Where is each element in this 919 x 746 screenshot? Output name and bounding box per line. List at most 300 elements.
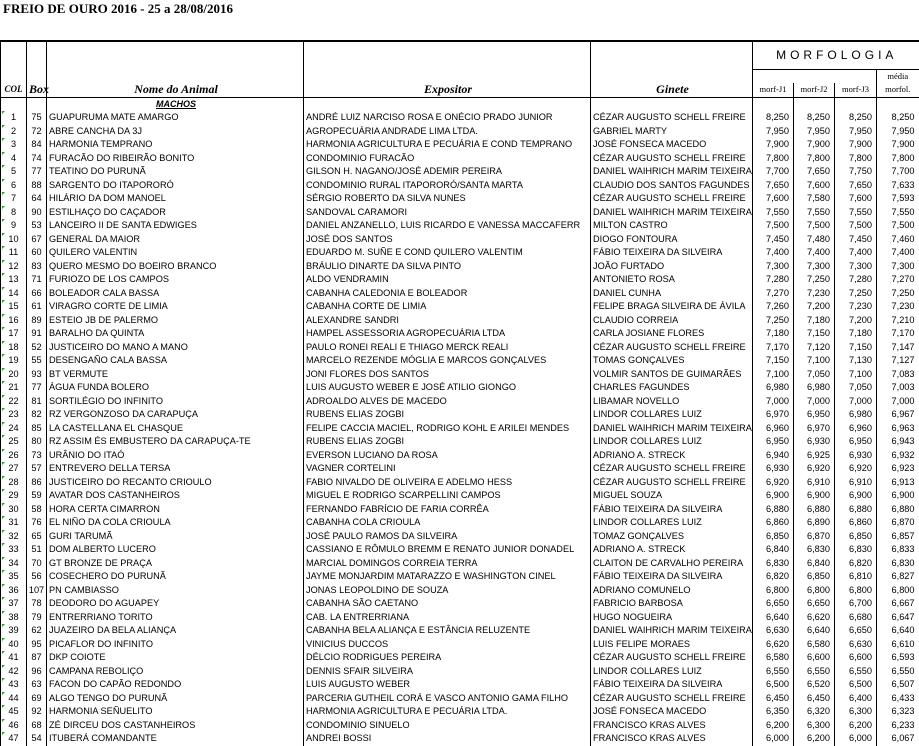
table-row xyxy=(1,381,919,395)
score-j3: 6,300 xyxy=(835,705,877,719)
box-header: Box xyxy=(27,83,47,97)
expositor-name: PAULO RONEI REALI E THIAGO MERCK REALI xyxy=(304,341,591,355)
score-j2: 7,120 xyxy=(794,341,835,355)
animal-name: HILÁRIO DA DOM MANOEL xyxy=(47,192,304,206)
score-media: 6,900 xyxy=(877,489,919,503)
score-j2: 6,640 xyxy=(794,624,835,638)
score-j3: 8,250 xyxy=(835,111,877,125)
score-media: 7,127 xyxy=(877,354,919,368)
animal-name: HARMONIA TEMPRANO xyxy=(47,138,304,152)
score-media: 7,460 xyxy=(877,233,919,247)
col-number: 32 xyxy=(1,530,27,544)
animal-name: GENERAL DA MAIOR xyxy=(47,233,304,247)
col-number: 44 xyxy=(1,692,27,706)
score-j3: 6,960 xyxy=(835,422,877,436)
j1-header: morf-J1 xyxy=(753,83,794,97)
col-number: 38 xyxy=(1,611,27,625)
score-media: 7,147 xyxy=(877,341,919,355)
score-j2: 8,250 xyxy=(794,111,835,125)
expositor-name: CONDOMINIO RURAL ITAPORORÓ/SANTA MARTA xyxy=(304,179,591,193)
table-row xyxy=(1,165,919,179)
expositor-name: PARCERIA GUTHEIL CORÁ E VASCO ANTONIO GAMA FILHO xyxy=(304,692,591,706)
score-media: 7,230 xyxy=(877,300,919,314)
expositor-name: FELIPE CACCIA MACIEL, RODRIGO KOHL E ARILEI MENDES xyxy=(304,422,591,436)
ginete-name: DIOGO FONTOURA xyxy=(591,233,753,247)
score-media: 7,900 xyxy=(877,138,919,152)
ginete-name: FÁBIO TEIXEIRA DA SILVEIRA xyxy=(591,246,753,260)
expositor-name: CABANHA BELA ALIANÇA E ESTÂNCIA RELUZENTE xyxy=(304,624,591,638)
score-j3: 7,000 xyxy=(835,395,877,409)
score-j3: 6,680 xyxy=(835,611,877,625)
expositor-name: MIGUEL E RODRIGO SCARPELLINI CAMPOS xyxy=(304,489,591,503)
score-j1: 7,250 xyxy=(753,314,794,328)
score-j2: 7,600 xyxy=(794,179,835,193)
table-row xyxy=(1,287,919,301)
animal-name: JUAZEIRO DA BELA ALIANÇA xyxy=(47,624,304,638)
animal-name: GURI TARUMÃ xyxy=(47,530,304,544)
col-number: 40 xyxy=(1,638,27,652)
animal-name: DKP COIOTE xyxy=(47,651,304,665)
score-j1: 6,850 xyxy=(753,530,794,544)
animal-name: ESTEIO JB DE PALERMO xyxy=(47,314,304,328)
ginete-name: CÉZAR AUGUSTO SCHELL FREIRE xyxy=(591,152,753,166)
score-j1: 6,980 xyxy=(753,381,794,395)
col-number: 33 xyxy=(1,543,27,557)
ginete-name: JOÃO FURTADO xyxy=(591,260,753,274)
box-number: 60 xyxy=(27,246,47,260)
box-number: 82 xyxy=(27,408,47,422)
box-number: 75 xyxy=(27,111,47,125)
score-media: 7,003 xyxy=(877,381,919,395)
col-number: 14 xyxy=(1,287,27,301)
table-row xyxy=(1,651,919,665)
table-row xyxy=(1,665,919,679)
box-number: 67 xyxy=(27,233,47,247)
score-j3: 7,900 xyxy=(835,138,877,152)
score-media: 6,943 xyxy=(877,435,919,449)
animal-name: ITUBERÁ COMANDANTE xyxy=(47,732,304,746)
box-number: 96 xyxy=(27,665,47,679)
table-row xyxy=(1,624,919,638)
score-j1: 6,350 xyxy=(753,705,794,719)
expositor-name: CONDOMINIO SINUELO xyxy=(304,719,591,733)
score-j1: 6,930 xyxy=(753,462,794,476)
score-j1: 6,900 xyxy=(753,489,794,503)
box-number: 61 xyxy=(27,300,47,314)
box-number: 73 xyxy=(27,449,47,463)
score-j3: 6,860 xyxy=(835,516,877,530)
animal-name: HARMONIA SEÑUELITO xyxy=(47,705,304,719)
expositor-name: GILSON H. NAGANO/JOSÉ ADEMIR PEREIRA xyxy=(304,165,591,179)
box-number: 89 xyxy=(27,314,47,328)
score-media: 6,800 xyxy=(877,584,919,598)
score-j3: 6,810 xyxy=(835,570,877,584)
ginete-name: DANIEL WAIHRICH MARIM TEIXEIRA xyxy=(591,206,753,220)
animal-name: ZÉ DIRCEU DOS CASTANHEIROS xyxy=(47,719,304,733)
animal-name: COSECHERO DO PURUNÃ xyxy=(47,570,304,584)
ginete-name: JOSÉ FONSECA MACEDO xyxy=(591,138,753,152)
score-j2: 7,150 xyxy=(794,327,835,341)
score-j3: 6,950 xyxy=(835,435,877,449)
score-j3: 6,880 xyxy=(835,503,877,517)
animal-name: JUSTICEIRO DO RECANTO CRIOULO xyxy=(47,476,304,490)
score-j3: 7,200 xyxy=(835,314,877,328)
box-number: 66 xyxy=(27,287,47,301)
expositor-name: LUIS AUGUSTO WEBER E JOSÉ ATILIO GIONGO xyxy=(304,381,591,395)
media-header-line1: média xyxy=(877,69,919,83)
ginete-name: FABRICIO BARBOSA xyxy=(591,597,753,611)
ginete-name: FÁBIO TEIXEIRA DA SILVEIRA xyxy=(591,570,753,584)
score-j2: 7,580 xyxy=(794,192,835,206)
animal-name: BOLEADOR CALA BASSA xyxy=(47,287,304,301)
animal-name: EL NIÑO DA COLA CRIOULA xyxy=(47,516,304,530)
score-media: 6,550 xyxy=(877,665,919,679)
col-number: 46 xyxy=(1,719,27,733)
table-row xyxy=(1,219,919,233)
score-j2: 6,980 xyxy=(794,381,835,395)
box-number: 107 xyxy=(27,584,47,598)
score-media: 7,633 xyxy=(877,179,919,193)
score-j3: 6,650 xyxy=(835,624,877,638)
expositor-name: AGROPECUÁRIA ANDRADE LIMA LTDA. xyxy=(304,125,591,139)
score-j2: 6,580 xyxy=(794,638,835,652)
table-row xyxy=(1,584,919,598)
expositor-name: ALEXANDRE SANDRI xyxy=(304,314,591,328)
score-j1: 7,100 xyxy=(753,368,794,382)
table-row xyxy=(1,705,919,719)
ginete-name: FRANCISCO KRAS ALVES xyxy=(591,719,753,733)
table-row xyxy=(1,138,919,152)
box-number: 87 xyxy=(27,651,47,665)
score-media: 7,000 xyxy=(877,395,919,409)
expositor-name: CAB. LA ENTRERRIANA xyxy=(304,611,591,625)
score-j2: 7,400 xyxy=(794,246,835,260)
score-j2: 6,800 xyxy=(794,584,835,598)
expositor-name: JOSÉ DOS SANTOS xyxy=(304,233,591,247)
col-number: 28 xyxy=(1,476,27,490)
col-number: 25 xyxy=(1,435,27,449)
box-number: 70 xyxy=(27,557,47,571)
score-media: 7,800 xyxy=(877,152,919,166)
score-j1: 7,600 xyxy=(753,192,794,206)
score-j2: 7,950 xyxy=(794,125,835,139)
animal-name: JUSTICEIRO DO MANO A MANO xyxy=(47,341,304,355)
score-j1: 7,150 xyxy=(753,354,794,368)
box-number: 84 xyxy=(27,138,47,152)
animal-name: BARALHO DA QUINTA xyxy=(47,327,304,341)
col-number: 29 xyxy=(1,489,27,503)
col-number: 9 xyxy=(1,219,27,233)
animal-name: URÂNIO DO ITAÓ xyxy=(47,449,304,463)
table-row xyxy=(1,435,919,449)
box-number: 83 xyxy=(27,260,47,274)
col-number: 34 xyxy=(1,557,27,571)
score-media: 7,593 xyxy=(877,192,919,206)
col-number: 37 xyxy=(1,597,27,611)
col-number: 23 xyxy=(1,408,27,422)
animal-name: HORA CERTA CIMARRON xyxy=(47,503,304,517)
box-number: 56 xyxy=(27,570,47,584)
ginete-name: CARLA JOSIANE FLORES xyxy=(591,327,753,341)
animal-name: ALGO TENGO DO PURUNÃ xyxy=(47,692,304,706)
col-number: 15 xyxy=(1,300,27,314)
score-j1: 6,200 xyxy=(753,719,794,733)
score-j3: 7,300 xyxy=(835,260,877,274)
score-media: 6,827 xyxy=(877,570,919,584)
score-j2: 7,100 xyxy=(794,354,835,368)
animal-name: QUILERO VALENTIN xyxy=(47,246,304,260)
animal-name: BT VERMUTE xyxy=(47,368,304,382)
box-number: 71 xyxy=(27,273,47,287)
ginete-name: LINDOR COLLARES LUIZ xyxy=(591,516,753,530)
col-number: 2 xyxy=(1,125,27,139)
score-j3: 7,180 xyxy=(835,327,877,341)
score-j1: 7,550 xyxy=(753,206,794,220)
score-media: 6,640 xyxy=(877,624,919,638)
expositor-name: JONAS LEOPOLDINO DE SOUZA xyxy=(304,584,591,598)
box-number: 76 xyxy=(27,516,47,530)
box-number: 51 xyxy=(27,543,47,557)
score-media: 6,067 xyxy=(877,732,919,746)
score-media: 7,700 xyxy=(877,165,919,179)
col-header: COL xyxy=(1,83,27,97)
score-j2: 7,500 xyxy=(794,219,835,233)
score-j2: 6,890 xyxy=(794,516,835,530)
score-j3: 7,150 xyxy=(835,341,877,355)
score-media: 6,857 xyxy=(877,530,919,544)
table-row xyxy=(1,422,919,436)
expositor-name: JONI FLORES DOS SANTOS xyxy=(304,368,591,382)
ginete-name: TOMAS GONÇALVES xyxy=(591,354,753,368)
animal-name: RZ ASSIM ÉS EMBUSTERO DA CARAPUÇA-TE xyxy=(47,435,304,449)
score-j1: 7,280 xyxy=(753,273,794,287)
score-j1: 6,580 xyxy=(753,651,794,665)
animal-name: RZ VERGONZOSO DA CARAPUÇA xyxy=(47,408,304,422)
table-row xyxy=(1,314,919,328)
expositor-name: EDUARDO M. SUÑE E COND QUILERO VALENTIM xyxy=(304,246,591,260)
table-row xyxy=(1,611,919,625)
expositor-name: SÉRGIO ROBERTO DA SILVA NUNES xyxy=(304,192,591,206)
expositor-name: CABANHA CORTE DE LIMIA xyxy=(304,300,591,314)
col-number: 30 xyxy=(1,503,27,517)
score-j2: 6,920 xyxy=(794,462,835,476)
media-header-line2: morfol. xyxy=(877,83,919,97)
ginete-name: CÉZAR AUGUSTO SCHELL FREIRE xyxy=(591,692,753,706)
expositor-name: DANIEL ANZANELLO, LUIS RICARDO E VANESSA MACCAFERR xyxy=(304,219,591,233)
col-number: 24 xyxy=(1,422,27,436)
score-j1: 6,000 xyxy=(753,732,794,746)
score-j3: 7,600 xyxy=(835,192,877,206)
expositor-name: BRÁULIO DINARTE DA SILVA PINTO xyxy=(304,260,591,274)
col-number: 3 xyxy=(1,138,27,152)
table-row xyxy=(1,327,919,341)
score-j1: 6,950 xyxy=(753,435,794,449)
score-j3: 7,130 xyxy=(835,354,877,368)
col-number: 45 xyxy=(1,705,27,719)
score-j1: 7,800 xyxy=(753,152,794,166)
animal-name: QUERO MESMO DO BOEIRO BRANCO xyxy=(47,260,304,274)
expositor-name: ANDREI BOSSI xyxy=(304,732,591,746)
animal-name: DOM ALBERTO LUCERO xyxy=(47,543,304,557)
score-j3: 7,800 xyxy=(835,152,877,166)
score-media: 7,300 xyxy=(877,260,919,274)
ginete-name: CÉZAR AUGUSTO SCHELL FREIRE xyxy=(591,111,753,125)
score-j3: 7,400 xyxy=(835,246,877,260)
score-j2: 7,550 xyxy=(794,206,835,220)
score-j3: 6,400 xyxy=(835,692,877,706)
box-number: 68 xyxy=(27,719,47,733)
table-row xyxy=(1,206,919,220)
table-row xyxy=(1,246,919,260)
table-row xyxy=(1,516,919,530)
score-j1: 7,270 xyxy=(753,287,794,301)
score-j2: 7,300 xyxy=(794,260,835,274)
score-media: 8,250 xyxy=(877,111,919,125)
score-j3: 7,050 xyxy=(835,381,877,395)
morfologia-heading: MORFOLOGIA xyxy=(753,41,919,69)
ginete-name: ANTONIETO ROSA xyxy=(591,273,753,287)
score-j2: 7,800 xyxy=(794,152,835,166)
table-row xyxy=(1,570,919,584)
score-j2: 6,200 xyxy=(794,732,835,746)
box-number: 91 xyxy=(27,327,47,341)
table-row xyxy=(1,111,919,125)
col-number: 27 xyxy=(1,462,27,476)
score-j1: 6,830 xyxy=(753,557,794,571)
ginete-name: MILTON CASTRO xyxy=(591,219,753,233)
expositor-name: FABIO NIVALDO DE OLIVEIRA E ADELMO HESS xyxy=(304,476,591,490)
table-row xyxy=(1,597,919,611)
score-j1: 6,550 xyxy=(753,665,794,679)
animal-name: SARGENTO DO ITAPORORÓ xyxy=(47,179,304,193)
col-number: 47 xyxy=(1,732,27,746)
score-j2: 6,925 xyxy=(794,449,835,463)
ginete-name: CÉZAR AUGUSTO SCHELL FREIRE xyxy=(591,192,753,206)
score-j3: 6,830 xyxy=(835,543,877,557)
table-body xyxy=(1,111,919,746)
table-row xyxy=(1,557,919,571)
col-number: 41 xyxy=(1,651,27,665)
col-number: 16 xyxy=(1,314,27,328)
animal-name: ESTILHAÇO DO CAÇADOR xyxy=(47,206,304,220)
col-number: 39 xyxy=(1,624,27,638)
score-j3: 7,950 xyxy=(835,125,877,139)
j2-header: morf-J2 xyxy=(794,83,835,97)
box-number: 85 xyxy=(27,422,47,436)
col-number: 10 xyxy=(1,233,27,247)
score-j3: 7,100 xyxy=(835,368,877,382)
col-number: 42 xyxy=(1,665,27,679)
expositor-header: Expositor xyxy=(304,83,591,97)
score-j2: 6,880 xyxy=(794,503,835,517)
ginete-name: LIBAMAR NOVELLO xyxy=(591,395,753,409)
expositor-name: SANDOVAL CARAMORI xyxy=(304,206,591,220)
expositor-name: DENNIS SFAIR SILVEIRA xyxy=(304,665,591,679)
animal-name: FACON DO CAPÃO REDONDO xyxy=(47,678,304,692)
col-number: 22 xyxy=(1,395,27,409)
table-row xyxy=(1,638,919,652)
box-number: 58 xyxy=(27,503,47,517)
table-row xyxy=(1,179,919,193)
ginete-name: DANIEL WAIHRICH MARIM TEIXEIRA xyxy=(591,422,753,436)
animal-name: PN CAMBIASSO xyxy=(47,584,304,598)
score-j1: 7,650 xyxy=(753,179,794,193)
ginete-name: GABRIEL MARTY xyxy=(591,125,753,139)
col-number: 36 xyxy=(1,584,27,598)
box-number: 72 xyxy=(27,125,47,139)
box-number: 64 xyxy=(27,192,47,206)
score-j1: 7,900 xyxy=(753,138,794,152)
box-number: 77 xyxy=(27,165,47,179)
col-number: 31 xyxy=(1,516,27,530)
score-media: 6,507 xyxy=(877,678,919,692)
score-media: 6,610 xyxy=(877,638,919,652)
score-j1: 7,000 xyxy=(753,395,794,409)
col-number: 8 xyxy=(1,206,27,220)
animal-name: ÁGUA FUNDA BOLERO xyxy=(47,381,304,395)
expositor-name: CASSIANO E RÔMULO BREMM E RENATO JUNIOR DONADEL xyxy=(304,543,591,557)
score-media: 6,593 xyxy=(877,651,919,665)
ginete-name: JOSÉ FONSECA MACEDO xyxy=(591,705,753,719)
box-number: 77 xyxy=(27,381,47,395)
ginete-name: CLAUDIO CORREIA xyxy=(591,314,753,328)
score-j1: 6,940 xyxy=(753,449,794,463)
expositor-name: LUIS AUGUSTO WEBER xyxy=(304,678,591,692)
expositor-name: CABANHA COLA CRIOULA xyxy=(304,516,591,530)
expositor-name: FERNANDO FABRÍCIO DE FARIA CORRÊA xyxy=(304,503,591,517)
col-number: 43 xyxy=(1,678,27,692)
ginete-name: CÉZAR AUGUSTO SCHELL FREIRE xyxy=(591,476,753,490)
box-number: 88 xyxy=(27,179,47,193)
expositor-name: CONDOMINIO FURACÃO xyxy=(304,152,591,166)
score-j2: 6,600 xyxy=(794,651,835,665)
animal-header: Nome do Animal xyxy=(47,83,304,97)
score-j3: 6,200 xyxy=(835,719,877,733)
expositor-name: VINICIUS DUCCOS xyxy=(304,638,591,652)
page-title: FREIO DE OURO 2016 - 25 a 28/08/2016 xyxy=(3,1,234,16)
table-row xyxy=(1,732,919,746)
expositor-name: DÉLCIO RODRIGUES PEREIRA xyxy=(304,651,591,665)
score-j2: 6,900 xyxy=(794,489,835,503)
ginete-name: FÁBIO TEIXEIRA DA SILVEIRA xyxy=(591,678,753,692)
animal-name: FURACÃO DO RIBEIRÃO BONITO xyxy=(47,152,304,166)
expositor-name: CABANHA SÃO CAETANO xyxy=(304,597,591,611)
score-j3: 6,920 xyxy=(835,462,877,476)
col-number: 19 xyxy=(1,354,27,368)
score-j2: 7,250 xyxy=(794,273,835,287)
score-j1: 7,170 xyxy=(753,341,794,355)
table-row xyxy=(1,192,919,206)
score-media: 7,083 xyxy=(877,368,919,382)
box-number: 59 xyxy=(27,489,47,503)
score-media: 6,667 xyxy=(877,597,919,611)
animal-name: PICAFLOR DO INFINITO xyxy=(47,638,304,652)
table-row xyxy=(1,408,919,422)
score-j1: 6,450 xyxy=(753,692,794,706)
score-j1: 6,880 xyxy=(753,503,794,517)
score-j2: 6,520 xyxy=(794,678,835,692)
expositor-name: JOSÉ PAULO RAMOS DA SILVEIRA xyxy=(304,530,591,544)
score-media: 7,550 xyxy=(877,206,919,220)
box-number: 92 xyxy=(27,705,47,719)
score-media: 6,923 xyxy=(877,462,919,476)
score-j3: 7,550 xyxy=(835,206,877,220)
box-number: 80 xyxy=(27,435,47,449)
ginete-name: CHARLES FAGUNDES xyxy=(591,381,753,395)
col-number: 5 xyxy=(1,165,27,179)
col-number: 26 xyxy=(1,449,27,463)
expositor-name: RUBENS ELIAS ZOGBI xyxy=(304,435,591,449)
